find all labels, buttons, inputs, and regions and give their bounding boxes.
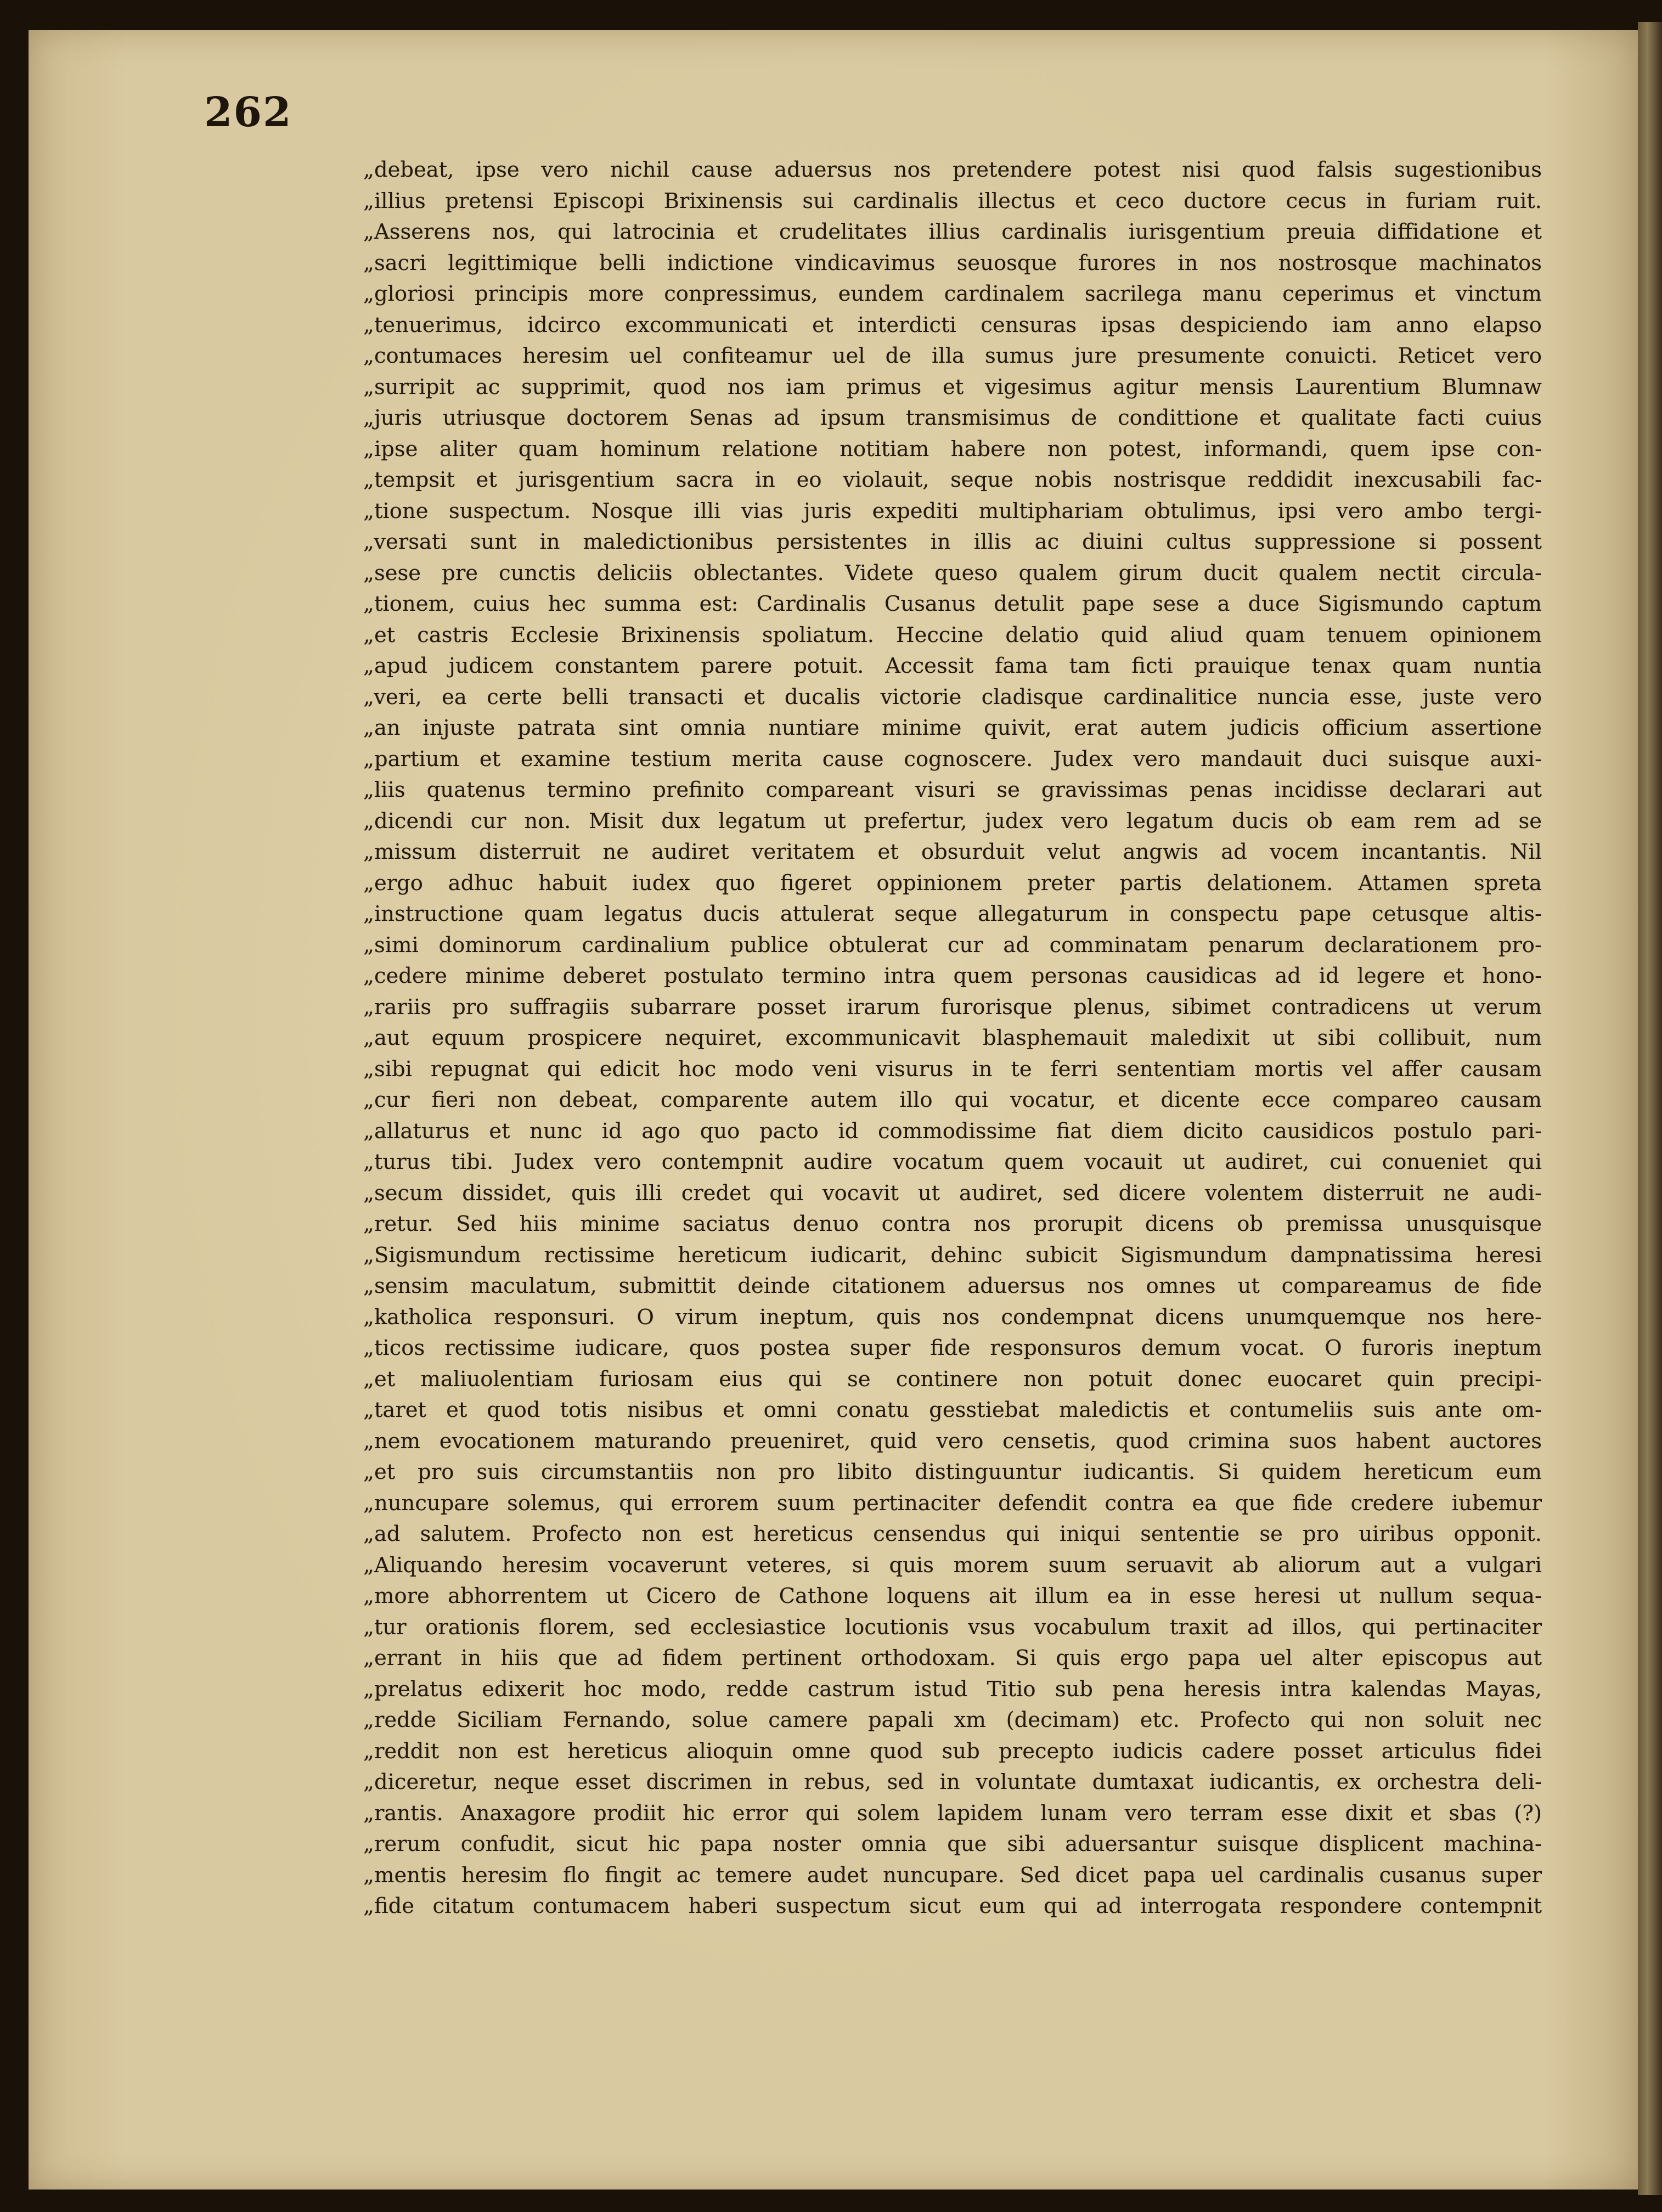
text-line: „tenuerimus, idcirco excommunicati et interdicti censuras ipsas despiciendo iam anno elapso [363,312,1542,337]
text-line: „tempsit et jurisgentium sacra in eo violauit, seque nobis nostrisque reddidit inexcusabili fac- [363,468,1542,492]
next-page-edge [1638,22,1662,2195]
text-line: „more abhorrentem ut Cicero de Cathone loquens ait illum ea in esse heresi ut nullum sequa- [363,1584,1542,1608]
text-line: „sacri legittimique belli indictione vindicavimus seuosque furores in nos nostrosque machinatos [363,250,1542,275]
text-line: „reddit non est hereticus alioquin omne quod sub precepto iudicis cadere posset articulus fidei [363,1738,1542,1764]
text-line: „rantis. Anaxagore prodiit hic error qui solem lapidem lunam vero terram esse dixit et sbas (?) [363,1800,1542,1826]
text-line: „tionem, cuius hec summa est: Cardinalis Cusanus detulit pape sese a duce Sigismundo captum [363,592,1542,616]
text-line: „gloriosi principis more conpressimus, eundem cardinalem sacrilega manu ceperimus et vinctum [363,282,1542,306]
text-line: „Sigismundum rectissime hereticum iudicarit, dehinc subicit Sigismundum dampnatissima heresi [363,1242,1542,1268]
text-line: „tur orationis florem, sed ecclesiastice locutionis vsus vocabulum traxit ad illos, qui pertinaciter [363,1614,1542,1640]
text-line: „secum dissidet, quis illi credet qui vocavit ut audiret, sed dicere volentem disterruit ne audi- [363,1180,1542,1206]
body-text [363,155,1542,1922]
text-line: „missum disterruit ne audiret veritatem et obsurduit velut angwis ad vocem incantantis. Nil [363,840,1542,864]
text-line: „apud judicem constantem parere potuit. Accessit fama tam ficti prauique tenax quam nuntia [363,654,1542,678]
text-line: „turus tibi. Judex vero contempnit audire vocatum quem vocauit ut audiret, cui conueniet qui [363,1150,1542,1174]
text-line: „ergo adhuc habuit iudex quo figeret oppinionem preter partis delationem. Attamen spreta [363,870,1542,896]
text-line: „instructione quam legatus ducis attulerat seque allegaturum in conspectu pape cetusque altis- [363,902,1542,926]
text-line: „sese pre cunctis deliciis oblectantes. Videte queso qualem girum ducit qualem nectit circula- [363,560,1542,586]
text-line: „juris utriusque doctorem Senas ad ipsum transmisimus de condittione et qualitate facti cuius [363,406,1542,430]
text-line: „diceretur, neque esset discrimen in rebus, sed in voluntate dumtaxat iudicantis, ex orchestra deli- [363,1770,1542,1794]
text-line: „dicendi cur non. Misit dux legatum ut prefertur, judex vero legatum ducis ob eam rem ad se [363,808,1542,834]
text-line: „rerum confudit, sicut hic papa noster omnia que sibi aduersantur suisque displicent machina- [363,1832,1542,1856]
text-line: „Asserens nos, qui latrocinia et crudelitates illius cardinalis iurisgentium preuia diffidatione et [363,219,1542,244]
text-line: „prelatus edixerit hoc modo, redde castrum istud Titio sub pena heresis intra kalendas Mayas, [363,1676,1542,1702]
text-line: „rariis pro suffragiis subarrare posset irarum furorisque plenus, sibimet contradicens ut verum [363,994,1542,1020]
text-line: „nem evocationem maturando preueniret, quid vero censetis, quod crimina suos habent auctores [363,1428,1542,1454]
text-line: „Aliquando heresim vocaverunt veteres, si quis morem suum seruavit ab aliorum aut a vulgari [363,1552,1542,1578]
text-line: „et maliuolentiam furiosam eius qui se continere non potuit donec euocaret quin precipi- [363,1366,1542,1392]
page-number: 262 [204,89,292,136]
text-line: „mentis heresim flo fingit ac temere audet nuncupare. Sed dicet papa uel cardinalis cusanus super [363,1862,1542,1888]
text-line: „contumaces heresim uel confiteamur uel de illa sumus jure presumente conuicti. Reticet vero [363,344,1542,368]
text-line: „retur. Sed hiis minime saciatus denuo contra nos prorupit dicens ob premissa unusquisque [363,1212,1542,1236]
text-line: „aut equum prospicere nequiret, excommunicavit blasphemauit maledixit ut sibi collibuit, num [363,1026,1542,1050]
text-line: „fide citatum contumacem haberi suspectum sicut eum qui ad interrogata respondere contempnit [363,1894,1542,1918]
text-line: „partium et examine testium merita cause cognoscere. Judex vero mandauit duci suisque auxi- [363,746,1542,772]
text-line: „katholica responsuri. O virum ineptum, quis nos condempnat dicens unumquemque nos here- [363,1304,1542,1330]
text-line: „allaturus et nunc id ago quo pacto id commodissime fiat diem dicito causidicos postulo pari- [363,1118,1542,1144]
text-line: „simi dominorum cardinalium publice obtulerat cur ad comminatam penarum declarationem pro- [363,932,1542,958]
text-line: „ad salutem. Profecto non est hereticus censendus qui iniqui sententie se pro uiribus opponit. [363,1522,1542,1546]
text-line: „sensim maculatum, submittit deinde citationem aduersus nos omnes ut compareamus de fide [363,1274,1542,1298]
text-line: „sibi repugnat qui edicit hoc modo veni visurus in te ferri sententiam mortis vel affer causam [363,1056,1542,1082]
text-line: „cedere minime deberet postulato termino intra quem personas causidicas ad id legere et hono- [363,964,1542,988]
text-line: „redde Siciliam Fernando, solue camere papali xm (decimam) etc. Profecto qui non soluit nec [363,1708,1542,1732]
text-line: „cur fieri non debeat, comparente autem illo qui vocatur, et dicente ecce compareo causam [363,1088,1542,1112]
text-line: „veri, ea certe belli transacti et ducalis victorie cladisque cardinalitice nuncia esse, juste vero [363,684,1542,710]
text-line: „ipse aliter quam hominum relatione notitiam habere non potest, informandi, quem ipse con- [363,436,1542,461]
text-line: „nuncupare solemus, qui errorem suum pertinaciter defendit contra ea que fide credere iubemur [363,1490,1542,1516]
text-line: „debeat, ipse vero nichil cause aduersus nos pretendere potest nisi quod falsis sugestionibus [363,157,1542,182]
text-line: „surripit ac supprimit, quod nos iam primus et vigesimus agitur mensis Laurentium Blumnaw [363,374,1542,399]
text-line: „taret et quod totis nisibus et omni conatu gesstiebat maledictis et contumeliis suis ante om- [363,1398,1542,1422]
text-line: „liis quatenus termino prefinito compareant visuri se gravissimas penas incidisse declarari aut [363,778,1542,802]
text-line: „ticos rectissime iudicare, quos postea super fide responsuros demum vocat. O furoris ineptum [363,1336,1542,1360]
text-line: „errant in hiis que ad fidem pertinent orthodoxam. Si quis ergo papa uel alter episcopus aut [363,1646,1542,1670]
text-line: „illius pretensi Episcopi Brixinensis sui cardinalis illectus et ceco ductore cecus in furiam ruit. [363,188,1542,213]
text-line: „et castris Ecclesie Brixinensis spoliatum. Heccine delatio quid aliud quam tenuem opinionem [363,622,1542,648]
text-line: „tione suspectum. Nosque illi vias juris expediti multiphariam obtulimus, ipsi vero ambo tergi- [363,498,1542,524]
text-line: „an injuste patrata sint omnia nuntiare minime quivit, erat autem judicis officium assertione [363,716,1542,740]
text-line: „et pro suis circumstantiis non pro libito distinguuntur iudicantis. Si quidem hereticum eum [363,1460,1542,1484]
text-line: „versati sunt in maledictionibus persistentes in illis ac diuini cultus suppressione si possent [363,530,1542,554]
